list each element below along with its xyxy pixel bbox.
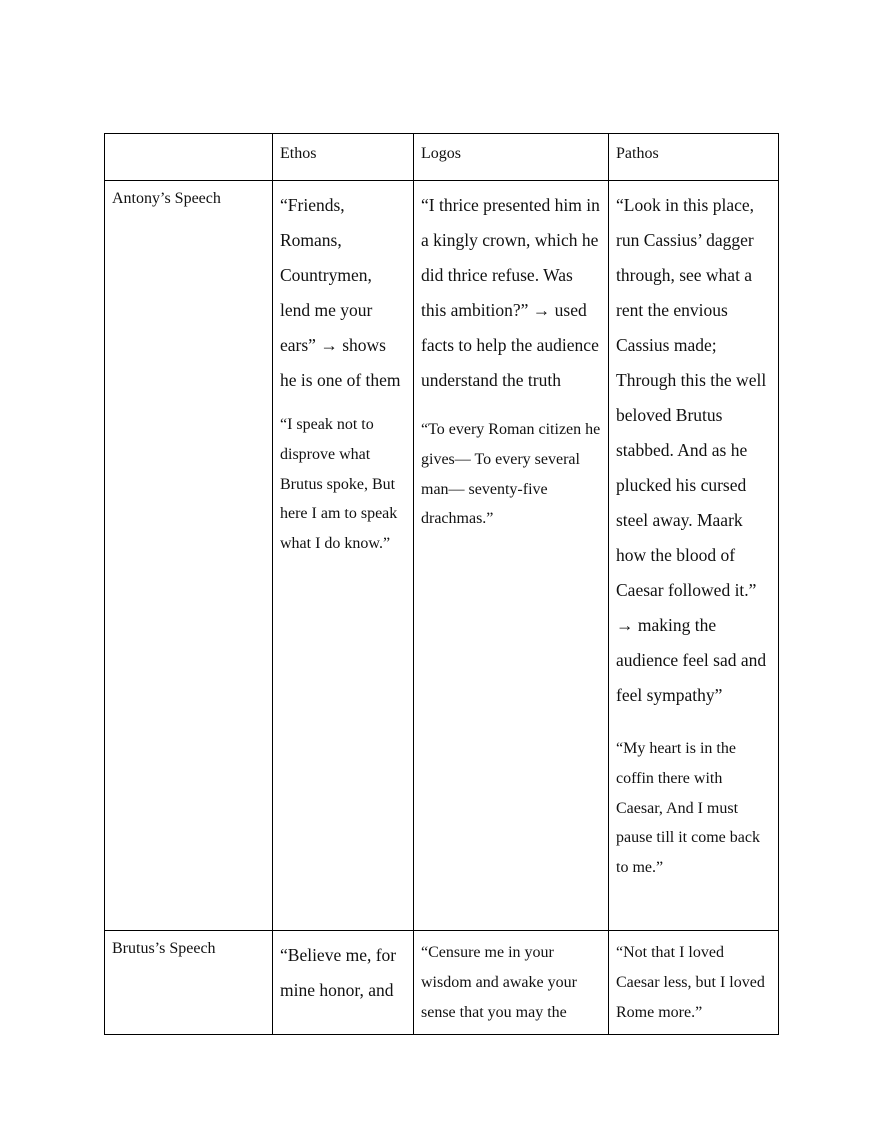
brutus-ethos-quote: “Believe me, for mine honor, and — [280, 945, 397, 1000]
antony-logos-cell — [414, 181, 609, 931]
row-label-cell — [105, 181, 273, 931]
header-pathos-label: Pathos — [616, 145, 659, 162]
row-label-antony: Antony’s Speech — [112, 190, 221, 207]
rhetorical-analysis-table — [104, 133, 779, 1035]
table-row-antony — [105, 181, 779, 931]
row-label-brutus: Brutus’s Speech — [112, 940, 216, 957]
antony-pathos-quote: “Look in this place, run Cassius’ dagger through, see what a rent the envious Cassius made; Through this the well beloved Brutus stabbed. And as he plucked his cursed steel away. Maark how the blood of Caesar followed it.” → making the audience feel sad and feel sympathy” — [616, 195, 767, 705]
brutus-logos-cell — [414, 931, 609, 1035]
brutus-ethos-cell — [273, 931, 414, 1035]
antony-pathos-quote-2: “My heart is in the coffin there with Caesar, And I must pause till it come back to me.” — [616, 740, 760, 877]
antony-pathos-cell — [609, 181, 779, 931]
row-label-cell — [105, 931, 273, 1035]
antony-logos-quote: “I thrice presented him in a kingly crown, which he did thrice refuse. Was this ambition?” → used facts to help the audience understand the truth — [421, 195, 600, 390]
header-empty-cell — [105, 134, 273, 181]
antony-logos-quote-2: “To every Roman citizen he gives— To every several man— seventy-five drachmas.” — [421, 421, 601, 528]
header-row — [105, 134, 779, 181]
header-pathos — [609, 134, 779, 181]
antony-ethos-cell — [273, 181, 414, 931]
table-row-brutus — [105, 931, 779, 1035]
header-ethos — [273, 134, 414, 181]
header-logos-label: Logos — [421, 145, 461, 162]
brutus-pathos-cell — [609, 931, 779, 1035]
header-logos — [414, 134, 609, 181]
brutus-pathos-quote: “Not that I loved Caesar less, but I loved Rome more.” — [616, 944, 765, 1021]
brutus-logos-quote: “Censure me in your wisdom and awake your sense that you may the — [421, 944, 577, 1021]
antony-ethos-quote: “Friends, Romans, Countrymen, lend me your ears” → shows he is one of them — [280, 195, 401, 390]
antony-ethos-quote-2: “I speak not to disprove what Brutus spoke, But here I am to speak what I do know.” — [280, 416, 398, 553]
header-ethos-label: Ethos — [280, 145, 317, 162]
